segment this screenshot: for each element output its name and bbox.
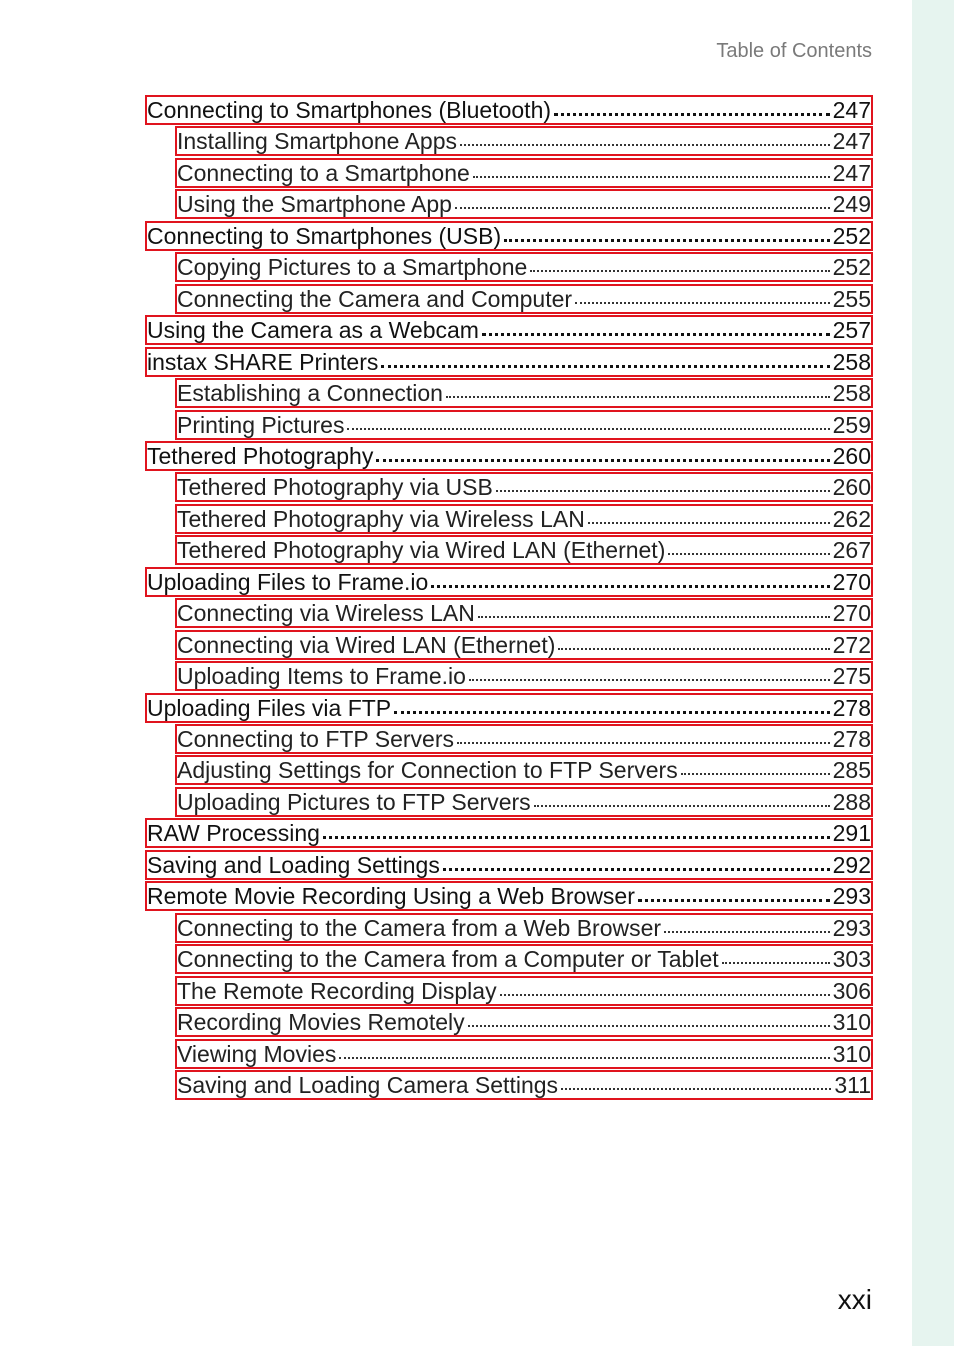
- toc-section-link[interactable]: [175, 535, 873, 565]
- toc-entry-title: RAW Processing: [147, 819, 320, 846]
- dot-leader: [323, 836, 830, 839]
- toc-entry-title: Connecting to the Camera from a Web Browser: [177, 914, 662, 941]
- toc-entry-page: 252: [832, 253, 871, 280]
- dot-leader: [376, 459, 829, 462]
- toc-entry-title: Tethered Photography: [147, 442, 374, 469]
- dot-leader: [534, 805, 830, 807]
- toc-entry-page: 272: [832, 631, 871, 658]
- toc-entry-page: 257: [832, 316, 871, 343]
- dot-leader: [431, 585, 829, 588]
- toc-entry-page: 293: [832, 882, 871, 909]
- toc-section-link[interactable]: [175, 724, 873, 754]
- toc-section-link[interactable]: [175, 598, 873, 628]
- toc-section-link[interactable]: [175, 189, 873, 219]
- toc-entry-title: Using the Smartphone App: [177, 190, 452, 217]
- toc-entry-page: 249: [832, 190, 871, 217]
- toc-chapter-link[interactable]: [145, 315, 873, 345]
- toc-section-link[interactable]: [175, 976, 873, 1006]
- toc-entry-page: 292: [832, 851, 871, 878]
- toc-entry-title: Viewing Movies: [177, 1040, 337, 1067]
- toc-entry-page: 247: [832, 96, 871, 123]
- dot-leader: [638, 899, 830, 902]
- toc-chapter-link[interactable]: [145, 693, 873, 723]
- side-color-strip: [912, 0, 954, 1346]
- dot-leader: [394, 711, 829, 714]
- toc-entry-title: Tethered Photography via Wired LAN (Ethernet): [177, 536, 666, 563]
- dot-leader: [473, 176, 830, 178]
- toc-chapter-link[interactable]: [145, 95, 873, 125]
- toc-chapter-link[interactable]: [145, 881, 873, 911]
- toc-entry-page: 258: [832, 379, 871, 406]
- toc-entry-title: Copying Pictures to a Smartphone: [177, 253, 528, 280]
- dot-leader: [558, 648, 829, 650]
- toc-entry-page: 306: [832, 977, 871, 1004]
- toc-entry-title: Installing Smartphone Apps: [177, 127, 458, 154]
- toc-entry-page: 247: [832, 127, 871, 154]
- dot-leader: [668, 553, 829, 555]
- dot-leader: [347, 428, 829, 430]
- toc-entry-page: 258: [832, 348, 871, 375]
- toc-section-link[interactable]: [175, 630, 873, 660]
- dot-leader: [530, 270, 829, 272]
- toc-entry-title: Uploading Pictures to FTP Servers: [177, 788, 531, 815]
- dot-leader: [469, 679, 830, 681]
- toc-entry-page: 252: [832, 222, 871, 249]
- dot-leader: [460, 144, 830, 146]
- toc-entry-page: 267: [832, 536, 871, 563]
- toc-entry-title: Saving and Loading Camera Settings: [177, 1071, 559, 1098]
- toc-entry-page: 260: [832, 442, 871, 469]
- dot-leader: [588, 522, 830, 524]
- toc-entry-title: Establishing a Connection: [177, 379, 443, 406]
- toc-entry-page: 291: [832, 819, 871, 846]
- toc-chapter-link[interactable]: [145, 567, 873, 597]
- toc-entry-page: 278: [832, 694, 871, 721]
- dot-leader: [381, 365, 829, 368]
- toc-entry-page: 270: [832, 568, 871, 595]
- toc-entry-page: 311: [834, 1071, 871, 1098]
- toc-section-link[interactable]: [175, 284, 873, 314]
- toc-entry-title: Uploading Items to Frame.io: [177, 662, 466, 689]
- toc-entry-page: 259: [832, 411, 871, 438]
- page-number: xxi: [837, 1284, 872, 1315]
- dot-leader: [722, 962, 830, 964]
- toc-section-link[interactable]: [175, 944, 873, 974]
- toc-entry-title: Printing Pictures: [177, 411, 345, 438]
- dot-leader: [554, 113, 830, 116]
- toc-section-link[interactable]: [175, 504, 873, 534]
- toc-entry-page: 255: [832, 285, 871, 312]
- toc-entry-title: Tethered Photography via USB: [177, 473, 493, 500]
- toc-chapter-link[interactable]: [145, 818, 873, 848]
- toc-entry-page: 303: [832, 945, 871, 972]
- dot-leader: [478, 616, 830, 618]
- toc-entry-title: Connecting via Wireless LAN: [177, 599, 475, 626]
- toc-section-link[interactable]: [175, 252, 873, 282]
- toc-entry-page: 310: [832, 1008, 871, 1035]
- toc-section-link[interactable]: [175, 126, 873, 156]
- toc-entry-title: Connecting to a Smartphone: [177, 159, 470, 186]
- dot-leader: [496, 490, 830, 492]
- toc-entry-title: Uploading Files to Frame.io: [147, 568, 429, 595]
- toc-section-link[interactable]: [175, 661, 873, 691]
- toc-entry-title: Connecting to FTP Servers: [177, 725, 454, 752]
- toc-entry-title: The Remote Recording Display: [177, 977, 497, 1004]
- toc-section-link[interactable]: [175, 1039, 873, 1069]
- toc-chapter-link[interactable]: [145, 850, 873, 880]
- toc-entry-title: instax SHARE Printers: [147, 348, 379, 375]
- toc-section-link[interactable]: [175, 1070, 873, 1100]
- toc-entry-title: Connecting to Smartphones (Bluetooth): [147, 96, 552, 123]
- toc-chapter-link[interactable]: [145, 221, 873, 251]
- toc-section-link[interactable]: [175, 378, 873, 408]
- toc-section-link[interactable]: [175, 410, 873, 440]
- toc-entry-title: Saving and Loading Settings: [147, 851, 440, 878]
- running-header: Table of Contents: [716, 40, 872, 62]
- toc-entry-page: 310: [832, 1040, 871, 1067]
- dot-leader: [468, 1025, 830, 1027]
- toc-entry-page: 260: [832, 473, 871, 500]
- dot-leader: [500, 994, 830, 996]
- toc-entry-title: Remote Movie Recording Using a Web Browser: [147, 882, 635, 909]
- dot-leader: [443, 868, 830, 871]
- dot-leader: [504, 239, 830, 242]
- toc-chapter-link[interactable]: [145, 347, 873, 377]
- toc-entry-page: 293: [832, 914, 871, 941]
- toc-section-link[interactable]: [175, 755, 873, 785]
- dot-leader: [457, 742, 830, 744]
- toc-section-link[interactable]: [175, 787, 873, 817]
- dot-leader: [446, 396, 830, 398]
- toc-entry-title: Connecting via Wired LAN (Ethernet): [177, 631, 556, 658]
- dot-leader: [561, 1088, 831, 1090]
- toc-entry-page: 288: [832, 788, 871, 815]
- toc-chapter-link[interactable]: [145, 441, 873, 471]
- toc-entry-page: 247: [832, 159, 871, 186]
- toc-entry-page: 275: [832, 662, 871, 689]
- toc-entry-title: Uploading Files via FTP: [147, 694, 392, 721]
- toc-entry-page: 285: [832, 756, 871, 783]
- toc-section-link[interactable]: [175, 913, 873, 943]
- toc-section-link[interactable]: [175, 472, 873, 502]
- toc-entry-page: 270: [832, 599, 871, 626]
- toc-entry-title: Using the Camera as a Webcam: [147, 316, 479, 343]
- toc-entry-title: Connecting to the Camera from a Computer or Tablet: [177, 945, 719, 972]
- dot-leader: [575, 302, 830, 304]
- toc-entry-page: 262: [832, 505, 871, 532]
- toc-entry-title: Adjusting Settings for Connection to FTP Servers: [177, 756, 678, 783]
- dot-leader: [664, 931, 830, 933]
- toc-entry-title: Connecting to Smartphones (USB): [147, 222, 502, 249]
- toc-entry-title: Recording Movies Remotely: [177, 1008, 465, 1035]
- dot-leader: [482, 333, 830, 336]
- toc-section-link[interactable]: [175, 1007, 873, 1037]
- dot-leader: [455, 207, 830, 209]
- dot-leader: [339, 1057, 829, 1059]
- toc-section-link[interactable]: [175, 158, 873, 188]
- toc-entry-page: 278: [832, 725, 871, 752]
- dot-leader: [681, 773, 830, 775]
- toc-entry-title: Tethered Photography via Wireless LAN: [177, 505, 585, 532]
- toc-entry-title: Connecting the Camera and Computer: [177, 285, 573, 312]
